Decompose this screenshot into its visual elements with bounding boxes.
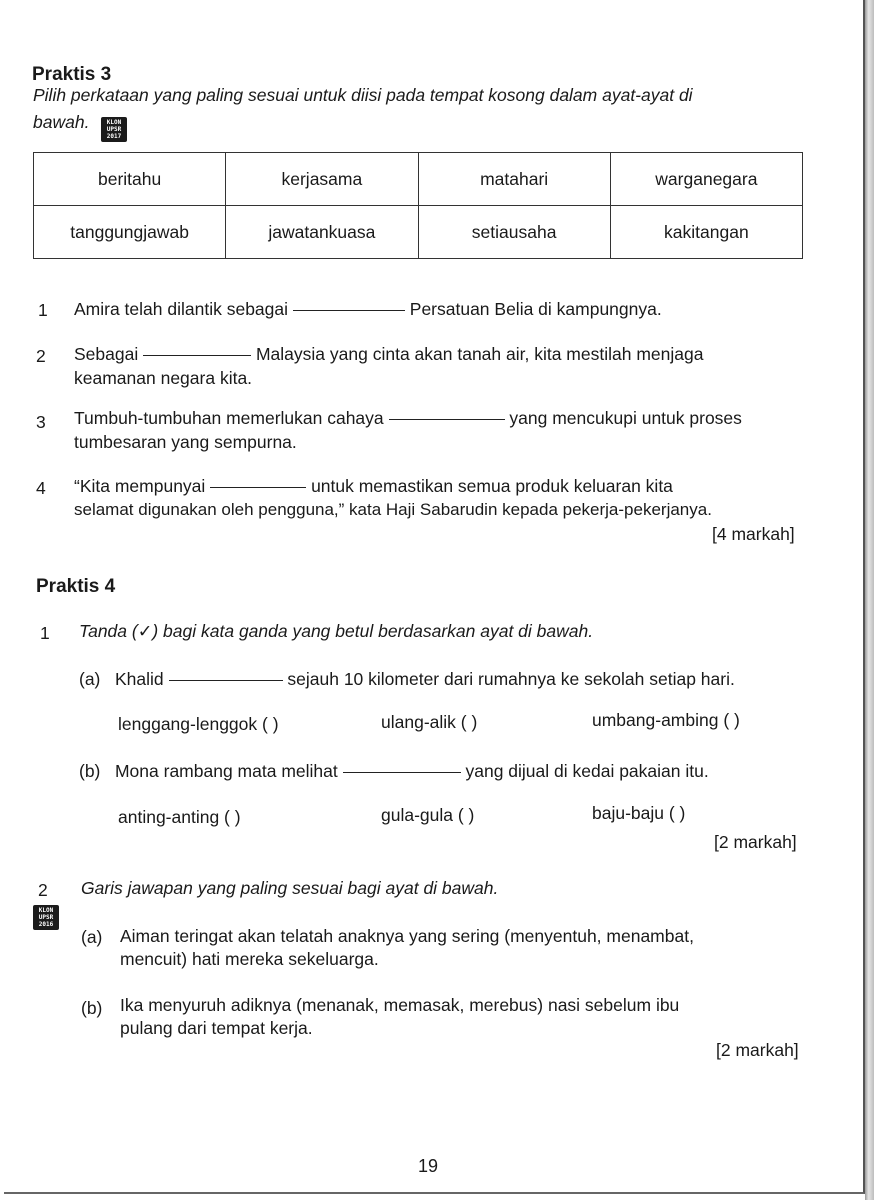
- option-checkbox[interactable]: anting-anting ( ): [118, 807, 241, 827]
- question-text: Sebagai: [74, 344, 139, 364]
- praktis-3-title: Praktis 3: [32, 64, 112, 85]
- badge-line: 2017: [106, 133, 122, 140]
- answer-blank[interactable]: [343, 771, 461, 773]
- klon-upsr-badge: [33, 905, 59, 930]
- sub-question-label: (b): [79, 761, 101, 781]
- option-checkbox[interactable]: gula-gula ( ): [381, 805, 475, 825]
- question-text: Malaysia yang cinta akan tanah air, kita mestilah menjaga: [255, 344, 704, 364]
- sub-question-a: [79, 667, 735, 692]
- question-text[interactable]: Ika menyuruh adiknya (menanak, memasak, merebus) nasi sebelum ibu: [120, 995, 680, 1015]
- word-cell: warganegara: [610, 153, 802, 206]
- sub-question-label: (a): [81, 927, 103, 947]
- word-choice-table: [33, 152, 803, 259]
- question-text: Khalid: [114, 669, 164, 689]
- word-cell: tanggungjawab: [34, 206, 226, 259]
- answer-blank[interactable]: [293, 309, 405, 311]
- question-number: 1: [40, 623, 50, 643]
- option-checkbox[interactable]: baju-baju ( ): [592, 803, 686, 823]
- praktis-3-instruction-line1: Pilih perkataan yang paling sesuai untuk diisi pada tempat kosong dalam ayat-ayat di: [33, 85, 693, 105]
- option-checkbox[interactable]: umbang-ambing ( ): [592, 710, 740, 730]
- question-instruction: Garis jawapan yang paling sesuai bagi ayat di bawah.: [81, 878, 499, 898]
- marks-text: [4 markah]: [712, 524, 795, 544]
- question-text[interactable]: pulang dari tempat kerja.: [120, 1018, 313, 1038]
- marks-label: [2 markah]: [714, 832, 797, 852]
- question-number: 4: [36, 478, 46, 498]
- question-4-line: [74, 474, 673, 499]
- page-number: 19: [418, 1156, 439, 1176]
- question-instruction: Tanda (✓) bagi kata ganda yang betul berdasarkan ayat di bawah.: [79, 621, 594, 641]
- question-text: Mona rambang mata melihat: [114, 761, 338, 781]
- sub-question-b: [79, 759, 709, 784]
- word-cell: kerjasama: [226, 153, 418, 206]
- question-text[interactable]: mencuit) hati mereka sekeluarga.: [120, 949, 379, 969]
- marks-label: [712, 524, 795, 545]
- question-text: yang mencukupi untuk proses: [509, 408, 742, 428]
- klon-upsr-badge: [101, 117, 127, 142]
- table-row: [34, 206, 803, 259]
- word-cell: jawatankuasa: [226, 206, 418, 259]
- badge-line: 2016: [38, 921, 54, 928]
- marks-label: [2 markah]: [716, 1040, 799, 1060]
- question-text: yang dijual di kedai pakaian itu.: [465, 761, 709, 781]
- question-text: “Kita mempunyai: [74, 476, 206, 496]
- question-text: tumbesaran yang sempurna.: [74, 432, 297, 452]
- option-checkbox[interactable]: ulang-alik ( ): [381, 712, 478, 732]
- question-3-line: [74, 406, 742, 431]
- question-text: Amira telah dilantik sebagai: [74, 299, 289, 319]
- question-text[interactable]: Aiman teringat akan telatah anaknya yang sering (menyentuh, menambat,: [120, 926, 694, 946]
- question-text: keamanan negara kita.: [74, 368, 253, 388]
- table-row: [34, 153, 803, 206]
- word-cell: matahari: [418, 153, 610, 206]
- question-number: 1: [38, 300, 48, 320]
- badge-line: UPSR: [106, 126, 122, 133]
- badge-line: KLON: [38, 907, 54, 914]
- question-1-line: [74, 297, 662, 322]
- sub-question-label: (b): [81, 998, 103, 1018]
- question-number: 2: [38, 880, 48, 900]
- answer-blank[interactable]: [389, 418, 505, 420]
- word-cell: setiausaha: [418, 206, 610, 259]
- option-checkbox[interactable]: lenggang-lenggok ( ): [118, 714, 279, 734]
- word-cell: kakitangan: [610, 206, 802, 259]
- question-2-line: [74, 342, 703, 367]
- question-text: selamat digunakan oleh pengguna,” kata Haji Sabarudin kepada pekerja-pekerjanya.: [74, 500, 712, 519]
- praktis-4-title: Praktis 4: [36, 576, 116, 597]
- sub-question-label: (a): [79, 669, 101, 689]
- answer-blank[interactable]: [143, 354, 251, 356]
- question-text: sejauh 10 kilometer dari rumahnya ke sekolah setiap hari.: [287, 669, 735, 689]
- praktis-3-instruction-line2: bawah.: [33, 112, 90, 132]
- question-text: Tumbuh-tumbuhan memerlukan cahaya: [74, 408, 384, 428]
- word-cell: beritahu: [34, 153, 226, 206]
- question-number: 2: [36, 346, 46, 366]
- page-edge-shadow: [865, 0, 874, 1200]
- question-text: Persatuan Belia di kampungnya.: [409, 299, 662, 319]
- answer-blank[interactable]: [169, 679, 283, 681]
- question-number: 3: [36, 412, 46, 432]
- answer-blank[interactable]: [210, 486, 306, 488]
- badge-line: UPSR: [38, 914, 54, 921]
- badge-line: KLON: [106, 119, 122, 126]
- question-text: untuk memastikan semua produk keluaran kita: [311, 476, 673, 496]
